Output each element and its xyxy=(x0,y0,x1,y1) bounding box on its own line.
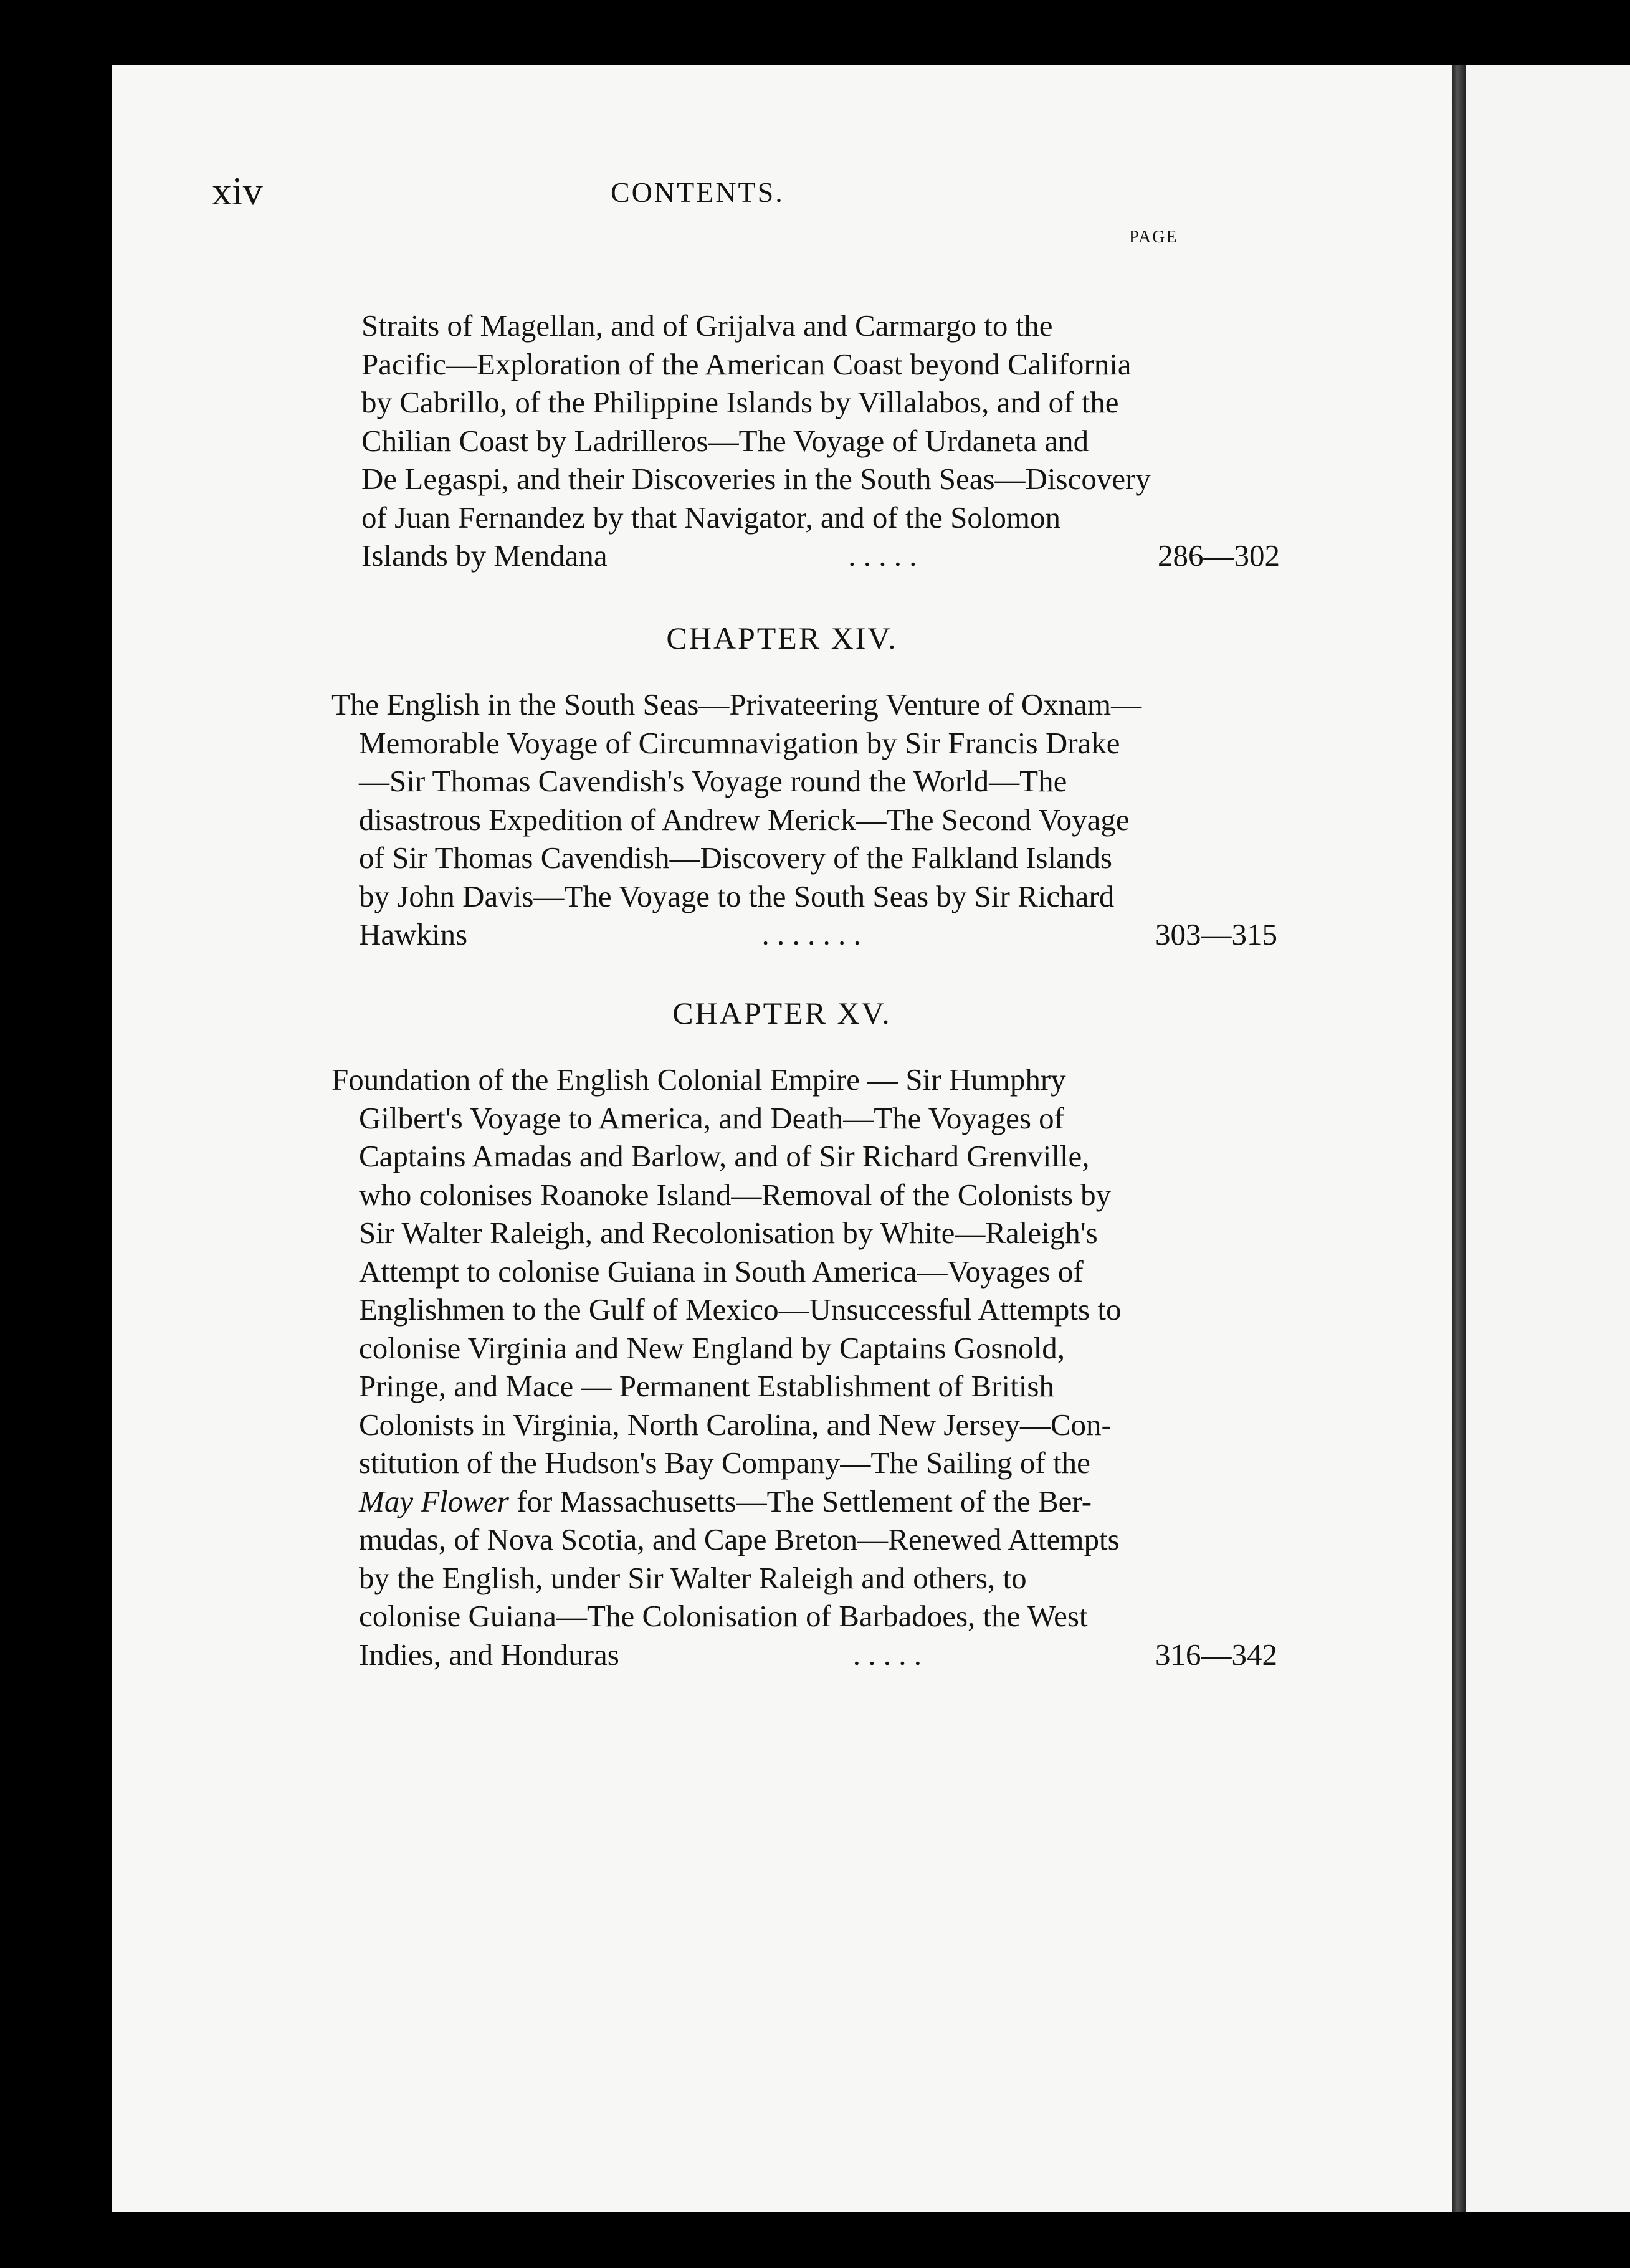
entry-line: Englishmen to the Gulf of Mexico—Unsuccessful Attempts to xyxy=(359,1292,1122,1327)
book-spine xyxy=(1452,65,1466,2212)
page-range: 303—315 xyxy=(1155,917,1277,951)
dot-leaders: . . . . . . . xyxy=(761,917,861,951)
dot-leaders: . . . . . xyxy=(848,538,917,573)
entry-line: Hawkins xyxy=(359,917,468,951)
page-number: xiv xyxy=(212,169,263,213)
entry-line: mudas, of Nova Scotia, and Cape Breton—Renewed Attempts xyxy=(359,1522,1120,1556)
page-column-label: PAGE xyxy=(1129,227,1178,247)
entry-line: Pringe, and Mace — Permanent Establishment of British xyxy=(359,1369,1054,1403)
entry-line: disastrous Expedition of Andrew Merick—The Second Voyage xyxy=(359,802,1130,837)
page-range: 316—342 xyxy=(1155,1637,1277,1672)
entry-line: Gilbert's Voyage to America, and Death—The Voyages of xyxy=(359,1100,1064,1135)
contents-entry-continued xyxy=(361,307,1280,575)
entry-last-line xyxy=(359,915,1277,954)
entry-line: stitution of the Hudson's Bay Company—The Sailing of the xyxy=(359,1446,1090,1480)
entry-line: May Flower for Massachusetts—The Settlement of the Ber- xyxy=(359,1484,1092,1518)
entry-line: Islands by Mendana xyxy=(361,538,608,573)
entry-line: by Cabrillo, of the Philippine Islands by Villalabos, and of the xyxy=(361,385,1119,419)
entry-line: Captains Amadas and Barlow, and of Sir Richard Grenville, xyxy=(359,1139,1090,1173)
page-range: 286—302 xyxy=(1157,538,1280,573)
contents-entry xyxy=(331,685,1277,954)
chapter-heading: CHAPTER XV. xyxy=(672,996,892,1031)
entry-line: colonise Guiana—The Colonisation of Barbadoes, the West xyxy=(359,1599,1088,1633)
entry-line: Straits of Magellan, and of Grijalva and Carmargo to the xyxy=(361,308,1053,343)
entry-line: of Sir Thomas Cavendish—Discovery of the Falkland Islands xyxy=(359,841,1112,875)
entry-line: Memorable Voyage of Circumnavigation by Sir Francis Drake xyxy=(359,725,1120,760)
entry-line: Indies, and Honduras xyxy=(359,1637,619,1672)
entry-line: of Juan Fernandez by that Navigator, and of the Solomon xyxy=(361,500,1061,535)
entry-last-line xyxy=(361,536,1280,575)
entry-line: by John Davis—The Voyage to the South Seas by Sir Richard xyxy=(359,879,1115,913)
entry-line: by the English, under Sir Walter Raleigh and others, to xyxy=(359,1560,1027,1595)
entry-line: Sir Walter Raleigh, and Recolonisation by White—Raleigh's xyxy=(359,1216,1098,1250)
running-title: CONTENTS. xyxy=(611,176,784,208)
contents-entry xyxy=(331,1060,1277,1674)
entry-last-line xyxy=(359,1636,1277,1674)
chapter-heading: CHAPTER XIV. xyxy=(666,621,898,655)
facing-page-edge xyxy=(1466,65,1630,2212)
entry-line: De Legaspi, and their Discoveries in the South Seas—Discovery xyxy=(361,462,1151,496)
entry-line: Chilian Coast by Ladrilleros—The Voyage of Urdaneta and xyxy=(361,423,1089,458)
entry-line: who colonises Roanoke Island—Removal of the Colonists by xyxy=(359,1177,1112,1212)
entry-line: Colonists in Virginia, North Carolina, and New Jersey—Con- xyxy=(359,1407,1112,1442)
dot-leaders: . . . . . xyxy=(852,1637,922,1672)
entry-line: Pacific—Exploration of the American Coast beyond California xyxy=(361,346,1132,381)
entry-line: —Sir Thomas Cavendish's Voyage round the World—The xyxy=(359,764,1067,798)
entry-line: Attempt to colonise Guiana in South America—Voyages of xyxy=(359,1254,1084,1289)
entry-line: Foundation of the English Colonial Empire — Sir Humphry xyxy=(331,1062,1066,1097)
entry-line: colonise Virginia and New England by Captains Gosnold, xyxy=(359,1330,1065,1365)
entry-line: The English in the South Seas—Privateering Venture of Oxnam— xyxy=(331,687,1142,722)
